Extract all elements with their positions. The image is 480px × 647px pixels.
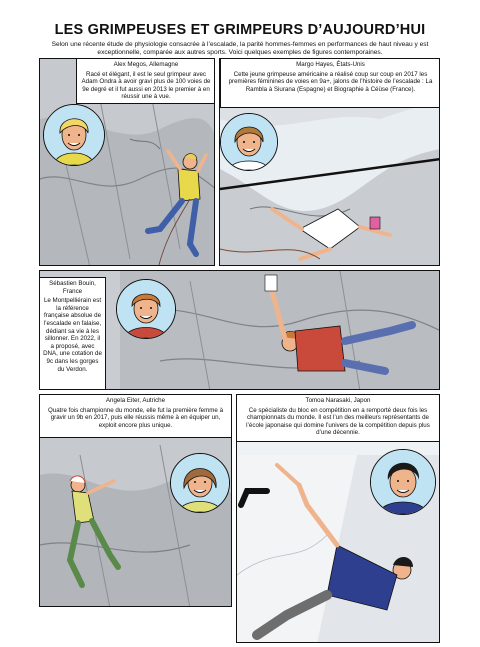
portrait-margo-hayes — [220, 113, 278, 171]
caption-margo-hayes — [220, 58, 440, 108]
climber-name: Margo Hayes, États-Unis — [296, 61, 365, 68]
climber-description: Cette jeune grimpeuse américaine a réalisé coup sur coup en 2017 les premières féminines de voies en 9a+, jalons de l’histoire de l’escalade : La Rambla à Siurana (Espagne) et Biographie à Céüse (France). — [228, 70, 433, 93]
panel-angela-eiter — [39, 394, 232, 607]
climber-name: Tomoa Narasaki, Japon — [305, 397, 371, 404]
climber-name: Alex Megos, Allemagne — [113, 61, 179, 68]
portrait-alex-megos — [43, 104, 105, 166]
caption-sebastien-bouin — [39, 277, 106, 390]
portrait-sebastien-bouin — [116, 279, 176, 339]
portrait-angela-eiter — [170, 453, 230, 513]
panel-tomoa-narasaki — [236, 394, 440, 643]
climber-description: Quatre fois championne du monde, elle fut la première femme à gravir un 9b en 2017, puis elle réussis même à en équiper un, exploit encore plus unique. — [47, 406, 224, 429]
climber-description: Racé et élégant, il est le seul grimpeur avec Adam Ondra à avoir gravi plus de 100 voies de 9e degré et il fut aussi en 2013 le premier à en réussir une à vue. — [81, 70, 211, 101]
caption-tomoa-narasaki — [236, 394, 440, 442]
panel-margo-hayes — [219, 58, 440, 266]
page-subtitle: Selon une récente étude de physiologie consacrée à l’escalade, la parité hommes-femmes en performances de haut niveau y est exceptionnelle, comparée aux autres sports. Voici quelques exemples de figures contemporaines. — [51, 41, 429, 57]
portrait-tomoa-narasaki — [370, 449, 436, 515]
climber-name: Angela Eiter, Autriche — [105, 397, 166, 404]
climber-description: Ce spécialiste du bloc en compétition en a remporté deux fois les championnats du monde. Il est l’un des meilleurs représentants de l’école japonaise qui domine l’univers de la compétition depuis plus d’une décennie. — [246, 406, 430, 437]
caption-angela-eiter — [39, 394, 232, 438]
panel-alex-megos — [39, 58, 215, 266]
page-title: LES GRIMPEUSES ET GRIMPEURS D’AUJOURD’HUI — [54, 22, 426, 38]
climber-description: Le Montpelliérain est la référence française absolue de l’escalade en falaise, dédiant sa vie à les sillonner. En 2022, il a proposé, avec DNA, une cotation de 9c dans les gorges du Verdon. — [43, 297, 102, 373]
caption-alex-megos — [76, 58, 215, 104]
panel-sebastien-bouin — [39, 270, 440, 390]
climber-name: Sébastien Bouin, France — [49, 280, 96, 295]
